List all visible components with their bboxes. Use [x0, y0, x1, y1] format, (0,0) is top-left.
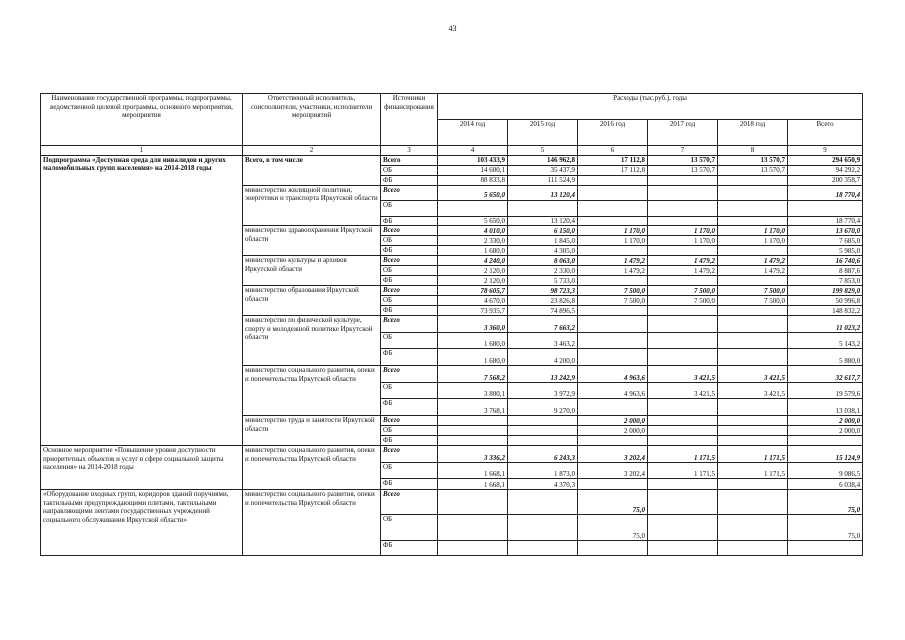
year-value-cell: 7 500,0: [578, 286, 648, 296]
year-value-cell: 13 570,7: [648, 165, 718, 175]
year-value-cell: [648, 349, 718, 366]
year-value-cell: 3 421,5: [718, 366, 788, 383]
total-cell: 13 038,1: [788, 399, 863, 416]
year-value-cell: [718, 276, 788, 286]
source-cell: Всего: [381, 256, 438, 266]
col-number: 1: [41, 146, 243, 156]
year-value-cell: [648, 416, 718, 426]
executor-cell: министерство жилищной политики, энергетики и транспорта Иркутской области: [243, 185, 381, 226]
year-value-cell: 3 360,0: [438, 316, 508, 333]
page-number: 43: [448, 24, 457, 33]
header-year: 2017 год: [648, 120, 718, 146]
year-value-cell: 2 000,0: [578, 416, 648, 426]
year-value-cell: 103 433,9: [438, 155, 508, 165]
year-value-cell: 3 421,5: [718, 383, 788, 399]
year-value-cell: [648, 333, 718, 349]
total-cell: 5 143,2: [788, 333, 863, 349]
header-name: Наименование государственной программы, подпрограммы, ведомственной целевой программы, основного мероприятия, мероприятия: [41, 94, 243, 146]
year-value-cell: [648, 479, 718, 490]
year-value-cell: 88 833,8: [438, 175, 508, 185]
year-value-cell: 73 935,7: [438, 306, 508, 316]
total-cell: [788, 200, 863, 216]
year-value-cell: 13 570,7: [718, 155, 788, 165]
year-value-cell: [718, 515, 788, 541]
year-value-cell: 1 170,0: [648, 236, 718, 246]
source-cell: Всего: [381, 286, 438, 296]
total-cell: 32 617,7: [788, 366, 863, 383]
year-value-cell: 2 330,0: [508, 266, 578, 276]
year-value-cell: [438, 541, 508, 556]
executor-cell: министерство по физической культуре, спорту и молодежной политике Иркутской области: [243, 316, 381, 366]
year-value-cell: 7 568,2: [438, 366, 508, 383]
executor-cell: министерство социального развития, опеки и попечительства Иркутской области: [243, 446, 381, 490]
year-value-cell: 7 500,0: [718, 296, 788, 306]
year-value-cell: [718, 200, 788, 216]
year-value-cell: 4 370,3: [508, 479, 578, 490]
source-cell: Всего: [381, 316, 438, 333]
col-number: 5: [508, 146, 578, 156]
source-cell: ОБ: [381, 383, 438, 399]
total-cell: 7 853,0: [788, 276, 863, 286]
year-value-cell: [718, 541, 788, 556]
year-value-cell: [718, 316, 788, 333]
total-cell: 15 124,9: [788, 446, 863, 463]
year-value-cell: 3 421,5: [648, 383, 718, 399]
year-value-cell: 13 120,4: [508, 185, 578, 200]
year-value-cell: 5 650,0: [438, 216, 508, 226]
source-cell: ФБ: [381, 349, 438, 366]
header-year: 2014 год: [438, 120, 508, 146]
year-value-cell: [578, 200, 648, 216]
total-cell: 200 358,7: [788, 175, 863, 185]
source-cell: Всего: [381, 416, 438, 426]
year-value-cell: 1 680,0: [438, 333, 508, 349]
year-value-cell: [648, 316, 718, 333]
header-sources: Источники финансирования: [381, 94, 438, 146]
col-number: 7: [648, 146, 718, 156]
year-value-cell: 2 000,0: [578, 426, 648, 436]
year-value-cell: 3 421,5: [648, 366, 718, 383]
total-cell: 8 887,6: [788, 266, 863, 276]
year-value-cell: 17 112,8: [578, 165, 648, 175]
year-value-cell: [508, 426, 578, 436]
year-value-cell: 1 668,1: [438, 463, 508, 479]
year-value-cell: 8 063,0: [508, 256, 578, 266]
year-value-cell: 3 768,1: [438, 399, 508, 416]
total-cell: 18 770,4: [788, 216, 863, 226]
header-expenses: Расходы (тыс.руб.), годы: [438, 94, 863, 120]
year-value-cell: [648, 399, 718, 416]
executor-cell: министерство социального развития, опеки и попечительства Иркутской области: [243, 366, 381, 416]
year-value-cell: [578, 349, 648, 366]
year-value-cell: [718, 479, 788, 490]
total-cell: 50 996,8: [788, 296, 863, 306]
total-cell: 2 000,0: [788, 426, 863, 436]
year-value-cell: 3 972,9: [508, 383, 578, 399]
year-value-cell: 1 845,0: [508, 236, 578, 246]
year-value-cell: [508, 436, 578, 446]
year-value-cell: [648, 490, 718, 515]
year-value-cell: 2 120,0: [438, 276, 508, 286]
col-number: 6: [578, 146, 648, 156]
source-cell: ФБ: [381, 436, 438, 446]
year-value-cell: [508, 416, 578, 426]
year-value-cell: 4 670,0: [438, 296, 508, 306]
year-value-cell: [648, 185, 718, 200]
header-year: 2018 год: [718, 120, 788, 146]
year-value-cell: [648, 306, 718, 316]
source-cell: Всего: [381, 490, 438, 515]
col-number: 3: [381, 146, 438, 156]
year-value-cell: 6 150,0: [508, 226, 578, 236]
year-value-cell: 1 873,0: [508, 463, 578, 479]
year-value-cell: 1 171,5: [648, 446, 718, 463]
source-cell: ОБ: [381, 463, 438, 479]
year-value-cell: 111 524,9: [508, 175, 578, 185]
year-value-cell: 35 437,9: [508, 165, 578, 175]
year-value-cell: 6 243,3: [508, 446, 578, 463]
header-total: Всего: [788, 120, 863, 146]
year-value-cell: [578, 541, 648, 556]
year-value-cell: [718, 399, 788, 416]
year-value-cell: 7 500,0: [648, 286, 718, 296]
year-value-cell: 1 170,0: [648, 226, 718, 236]
year-value-cell: 98 723,3: [508, 286, 578, 296]
source-cell: ФБ: [381, 276, 438, 286]
year-value-cell: 13 242,9: [508, 366, 578, 383]
year-value-cell: [508, 200, 578, 216]
program-name-cell: Подпрограмма «Доступная среда для инвалидов и других маломобильных групп населения» на 2014-2018 годы: [41, 155, 243, 446]
source-cell: ФБ: [381, 479, 438, 490]
year-value-cell: 1 170,0: [578, 236, 648, 246]
total-cell: 19 579,6: [788, 383, 863, 399]
year-value-cell: 7 500,0: [718, 286, 788, 296]
year-value-cell: [718, 175, 788, 185]
program-name-cell: Основное мероприятие «Повышение уровня доступности приоритетных объектов и услуг в сфере социальной защиты населения» на 2014-2018 годы: [41, 446, 243, 490]
executor-cell: министерство социального развития, опеки и попечительства Иркутской области: [243, 490, 381, 556]
year-value-cell: [578, 216, 648, 226]
year-value-cell: [648, 541, 718, 556]
year-value-cell: 7 500,0: [648, 296, 718, 306]
source-cell: ОБ: [381, 236, 438, 246]
year-value-cell: 1 479,2: [648, 256, 718, 266]
total-cell: 199 829,0: [788, 286, 863, 296]
total-cell: 13 670,0: [788, 226, 863, 236]
source-cell: ОБ: [381, 515, 438, 541]
total-cell: 18 770,4: [788, 185, 863, 200]
header-year: 2016 год: [578, 120, 648, 146]
year-value-cell: [438, 200, 508, 216]
total-cell: 2 000,0: [788, 416, 863, 426]
year-value-cell: 4 963,6: [578, 366, 648, 383]
year-value-cell: [648, 515, 718, 541]
source-cell: Всего: [381, 366, 438, 383]
executor-cell: министерство здравоохранения Иркутской области: [243, 226, 381, 256]
year-value-cell: [508, 541, 578, 556]
year-value-cell: [718, 246, 788, 256]
year-value-cell: 4 963,6: [578, 383, 648, 399]
year-value-cell: 1 680,0: [438, 246, 508, 256]
year-value-cell: [718, 426, 788, 436]
total-cell: 9 086,5: [788, 463, 863, 479]
year-value-cell: [508, 515, 578, 541]
year-value-cell: 1 171,5: [718, 463, 788, 479]
total-cell: 11 023,2: [788, 316, 863, 333]
year-value-cell: [648, 175, 718, 185]
year-value-cell: 17 112,8: [578, 155, 648, 165]
year-value-cell: [578, 185, 648, 200]
total-cell: [788, 541, 863, 556]
executor-cell: министерство образования Иркутской области: [243, 286, 381, 316]
source-cell: Всего: [381, 185, 438, 200]
year-value-cell: [438, 426, 508, 436]
year-value-cell: [438, 416, 508, 426]
year-value-cell: 1 170,0: [578, 226, 648, 236]
year-value-cell: 75,0: [578, 515, 648, 541]
year-value-cell: 5 650,0: [438, 185, 508, 200]
year-value-cell: [508, 490, 578, 515]
source-cell: ФБ: [381, 216, 438, 226]
year-value-cell: [718, 333, 788, 349]
year-value-cell: 1 170,0: [718, 226, 788, 236]
total-cell: 6 038,4: [788, 479, 863, 490]
total-cell: 294 650,9: [788, 155, 863, 165]
year-value-cell: [578, 306, 648, 316]
year-value-cell: 23 826,8: [508, 296, 578, 306]
year-value-cell: [718, 216, 788, 226]
year-value-cell: [648, 246, 718, 256]
year-value-cell: [578, 333, 648, 349]
header-executor: Ответственный исполнитель, соисполнители, участники, исполнители мероприятий: [243, 94, 381, 146]
year-value-cell: 4 240,0: [438, 256, 508, 266]
year-value-cell: 1 170,0: [718, 236, 788, 246]
year-value-cell: 1 479,2: [718, 256, 788, 266]
header-year: 2015 год: [508, 120, 578, 146]
year-value-cell: [718, 306, 788, 316]
year-value-cell: 1 479,2: [648, 266, 718, 276]
total-cell: 75,0: [788, 515, 863, 541]
budget-table: [40, 93, 863, 556]
total-cell: 94 292,2: [788, 165, 863, 175]
year-value-cell: 1 171,5: [718, 446, 788, 463]
total-cell: 7 685,0: [788, 236, 863, 246]
source-cell: ОБ: [381, 426, 438, 436]
year-value-cell: 3 202,4: [578, 463, 648, 479]
source-cell: ФБ: [381, 399, 438, 416]
year-value-cell: 3 800,1: [438, 383, 508, 399]
source-cell: ОБ: [381, 200, 438, 216]
year-value-cell: 3 463,2: [508, 333, 578, 349]
table-row: [41, 446, 863, 463]
year-value-cell: [718, 416, 788, 426]
year-value-cell: 5 733,0: [508, 276, 578, 286]
year-value-cell: [648, 426, 718, 436]
source-cell: Всего: [381, 155, 438, 165]
col-number: 9: [788, 146, 863, 156]
executor-cell: министерство труда и занятости Иркутской области: [243, 416, 381, 446]
program-name-cell: «Оборудование входных групп, коридоров зданий поручнями, тактильными предупреждающими плитами, тактильными направляющими лентами государственных учреждений социального обслуживания Иркутской области»: [41, 490, 243, 556]
source-cell: ОБ: [381, 333, 438, 349]
year-value-cell: [648, 276, 718, 286]
year-value-cell: 1 479,2: [578, 256, 648, 266]
year-value-cell: 13 120,4: [508, 216, 578, 226]
executor-cell: министерство культуры и архивов Иркутской области: [243, 256, 381, 286]
year-value-cell: [648, 200, 718, 216]
year-value-cell: 2 330,0: [438, 236, 508, 246]
year-value-cell: [648, 436, 718, 446]
year-value-cell: 9 270,0: [508, 399, 578, 416]
source-cell: Всего: [381, 226, 438, 236]
year-value-cell: 14 600,1: [438, 165, 508, 175]
total-cell: [788, 436, 863, 446]
year-value-cell: 2 120,0: [438, 266, 508, 276]
year-value-cell: 1 680,0: [438, 349, 508, 366]
year-value-cell: [718, 436, 788, 446]
source-cell: ФБ: [381, 246, 438, 256]
total-cell: 5 985,0: [788, 246, 863, 256]
source-cell: ОБ: [381, 296, 438, 306]
year-value-cell: 1 479,2: [578, 266, 648, 276]
year-value-cell: [718, 185, 788, 200]
year-value-cell: 3 336,2: [438, 446, 508, 463]
year-value-cell: 1 668,1: [438, 479, 508, 490]
year-value-cell: 78 605,7: [438, 286, 508, 296]
executor-cell: Всего, в том числе: [243, 155, 381, 185]
col-number: 2: [243, 146, 381, 156]
year-value-cell: [438, 436, 508, 446]
col-number: 4: [438, 146, 508, 156]
year-value-cell: [438, 515, 508, 541]
year-value-cell: 7 500,0: [578, 296, 648, 306]
year-value-cell: 1 479,2: [718, 266, 788, 276]
year-value-cell: 13 570,7: [718, 165, 788, 175]
total-cell: 148 832,2: [788, 306, 863, 316]
year-value-cell: [578, 246, 648, 256]
year-value-cell: 4 010,0: [438, 226, 508, 236]
year-value-cell: [578, 175, 648, 185]
year-value-cell: 74 896,5: [508, 306, 578, 316]
year-value-cell: 4 305,0: [508, 246, 578, 256]
year-value-cell: 3 202,4: [578, 446, 648, 463]
source-cell: ФБ: [381, 306, 438, 316]
table-row: [41, 155, 863, 165]
year-value-cell: [578, 479, 648, 490]
source-cell: ОБ: [381, 165, 438, 175]
source-cell: ФБ: [381, 175, 438, 185]
year-value-cell: 4 200,0: [508, 349, 578, 366]
year-value-cell: [718, 490, 788, 515]
year-value-cell: [438, 490, 508, 515]
year-value-cell: [578, 436, 648, 446]
total-cell: 5 880,0: [788, 349, 863, 366]
year-value-cell: 1 171,5: [648, 463, 718, 479]
total-cell: 75,0: [788, 490, 863, 515]
source-cell: ОБ: [381, 266, 438, 276]
source-cell: ФБ: [381, 541, 438, 556]
year-value-cell: [578, 399, 648, 416]
year-value-cell: [648, 216, 718, 226]
total-cell: 16 740,6: [788, 256, 863, 266]
year-value-cell: 75,0: [578, 490, 648, 515]
year-value-cell: 13 570,7: [648, 155, 718, 165]
year-value-cell: 7 663,2: [508, 316, 578, 333]
year-value-cell: [578, 316, 648, 333]
source-cell: Всего: [381, 446, 438, 463]
year-value-cell: [718, 349, 788, 366]
table-row: [41, 490, 863, 515]
year-value-cell: 146 962,8: [508, 155, 578, 165]
year-value-cell: [578, 276, 648, 286]
col-number: 8: [718, 146, 788, 156]
